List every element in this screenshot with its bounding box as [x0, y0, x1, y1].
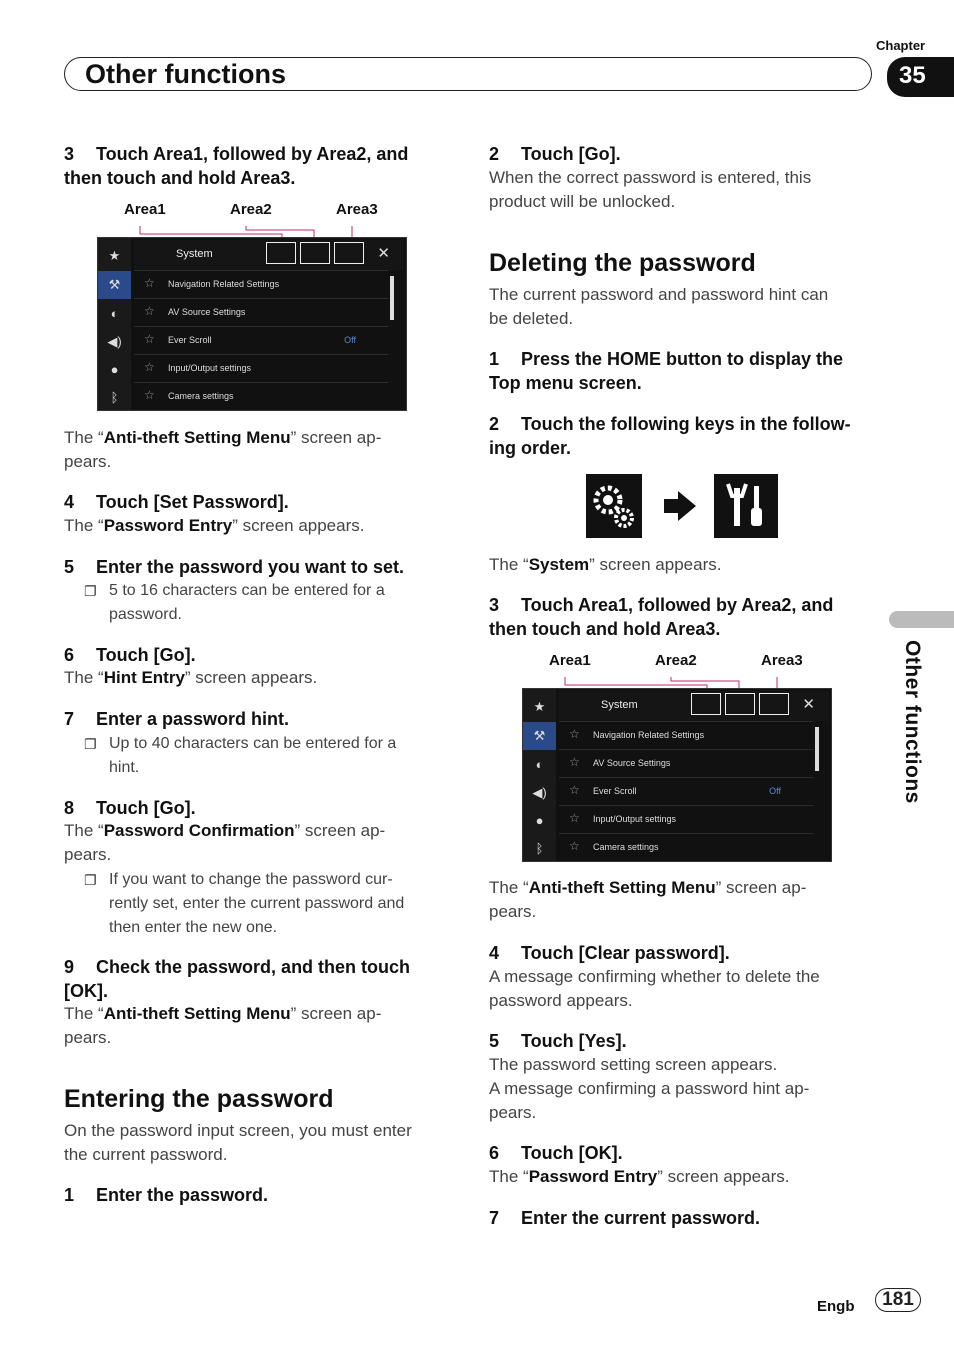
left-para-4	[64, 819, 454, 867]
checkbox-bullet-icon: ❐	[84, 736, 97, 752]
right-para-5	[489, 965, 884, 1013]
text: The “	[64, 668, 104, 687]
text: The “	[64, 1004, 104, 1023]
text: 5 to 16 characters can be entered for a	[109, 582, 385, 599]
area2-box	[300, 242, 330, 264]
screenshot-row	[134, 354, 388, 383]
step-text: Touch Area1, followed by Area2, and	[521, 595, 834, 615]
chapter-number: 35	[899, 62, 926, 89]
left-step-8	[64, 796, 196, 820]
text: The “	[64, 516, 104, 535]
star-outline-icon: ☆	[144, 332, 155, 346]
right-para-4	[489, 876, 879, 924]
star-outline-icon: ☆	[144, 276, 155, 290]
text: pears.	[64, 845, 112, 864]
step-text: Enter the current password.	[521, 1208, 761, 1228]
screen-name: Password Confirmation	[103, 821, 295, 840]
screenshot-scrollbar	[815, 727, 819, 771]
right-step-4	[489, 941, 730, 965]
left-step-7	[64, 707, 289, 731]
left-para-1	[64, 426, 454, 474]
text: A message confirming a password hint ap-	[489, 1079, 810, 1098]
left-note-8	[84, 868, 469, 940]
screenshot-row	[559, 833, 813, 862]
star-outline-icon: ☆	[569, 783, 580, 797]
side-tab-label: Other functions	[901, 640, 924, 804]
screenshot-row	[134, 326, 388, 355]
step-text: Enter the password.	[96, 1185, 269, 1205]
right-para-7	[489, 1165, 789, 1189]
text: The “	[489, 1167, 529, 1186]
area3-box	[759, 693, 789, 715]
left-step-4	[64, 490, 289, 514]
step-number: 2	[489, 144, 500, 164]
area3-label: Area3	[336, 201, 378, 218]
step-number: 4	[64, 492, 75, 512]
text: The “	[489, 878, 529, 897]
step-text: Touch [Set Password].	[96, 492, 289, 512]
screenshot-row	[134, 382, 388, 411]
text: If you want to change the password cur-	[109, 871, 393, 888]
right-step-7	[489, 1206, 760, 1230]
step-text: Check the password, and then touch	[96, 957, 411, 977]
step-number: 4	[489, 943, 500, 963]
arrow-right-icon	[664, 491, 696, 521]
step-text: Touch [Clear password].	[521, 943, 730, 963]
step-number: 6	[64, 645, 75, 665]
step-number: 5	[64, 557, 75, 577]
text: Up to 40 characters can be entered for a	[109, 735, 397, 752]
checkbox-bullet-icon: ❐	[84, 583, 97, 599]
left-step-9	[64, 955, 464, 1003]
area1-box	[691, 693, 721, 715]
right-step-2	[489, 142, 621, 166]
step-text: Touch [Go].	[521, 144, 621, 164]
speaker-icon: ◀)	[107, 334, 122, 349]
text: ” screen appears.	[657, 1167, 790, 1186]
area3-box	[334, 242, 364, 264]
screenshot-row	[134, 298, 388, 327]
text: password appears.	[489, 991, 633, 1010]
area2-label: Area2	[655, 652, 697, 669]
step-text-cont: [OK].	[64, 981, 108, 1001]
star-outline-icon: ☆	[144, 388, 155, 402]
step-text: Touch [OK].	[521, 1143, 623, 1163]
right-para-6	[489, 1053, 884, 1125]
right-para-2	[489, 283, 879, 331]
row-label: Navigation Related Settings	[168, 279, 280, 289]
tools-icon: ⚒	[523, 722, 556, 750]
screen-name: Password Entry	[528, 1167, 658, 1186]
text: On the password input screen, you must enter	[64, 1121, 412, 1140]
step-text: Enter a password hint.	[96, 709, 290, 729]
tools-icon: ⚒	[98, 271, 131, 299]
step-number: 7	[489, 1208, 500, 1228]
text: the current password.	[64, 1145, 228, 1164]
area1-label: Area1	[549, 652, 591, 669]
row-value: Off	[769, 786, 781, 796]
screenshot-sidebar	[98, 238, 131, 410]
right-step-6	[489, 1141, 623, 1165]
disc-icon: ●	[535, 813, 544, 828]
step-number: 3	[489, 595, 500, 615]
close-icon: ✕	[802, 696, 815, 713]
area2-label: Area2	[230, 201, 272, 218]
page-title: Other functions	[85, 59, 286, 89]
star-outline-icon: ☆	[144, 360, 155, 374]
left-step-6	[64, 643, 196, 667]
step-text-cont: then touch and hold Area3.	[489, 619, 721, 639]
step-text-cont: then touch and hold Area3.	[64, 168, 296, 188]
screen-name: Hint Entry	[103, 668, 185, 687]
page-title-bar	[64, 57, 872, 91]
star-outline-icon: ☆	[569, 839, 580, 853]
anti-theft-screenshot	[522, 688, 832, 862]
screenshot-title: System	[176, 248, 213, 260]
screenshot-topbar	[134, 240, 404, 270]
left-step-1	[64, 1183, 268, 1207]
star-outline-icon: ☆	[144, 304, 155, 318]
screenshot-scrollbar	[390, 276, 394, 320]
text: The “	[489, 555, 529, 574]
step-text: Touch [Go].	[96, 798, 196, 818]
left-para-6	[64, 1119, 464, 1167]
row-label: Navigation Related Settings	[593, 730, 705, 740]
side-tab-marker	[889, 611, 954, 628]
step-text: Touch Area1, followed by Area2, and	[96, 144, 409, 164]
text: ” screen appears.	[184, 668, 318, 687]
text: A message confirming whether to delete the	[489, 967, 820, 986]
screenshot-row	[134, 270, 388, 299]
left-para-2	[64, 514, 364, 538]
navigation-icon: ◐	[110, 306, 119, 321]
screenshot-sidebar	[523, 689, 556, 861]
area1-label: Area1	[124, 201, 166, 218]
bluetooth-icon: ᛒ	[535, 841, 544, 856]
step-text-cont: Top menu screen.	[489, 373, 642, 393]
right-step-1	[489, 347, 879, 395]
star-outline-icon: ☆	[569, 755, 580, 769]
right-step-2b	[489, 412, 884, 460]
star-icon: ★	[533, 699, 546, 714]
text: The “	[64, 428, 104, 447]
step-number: 7	[64, 709, 75, 729]
chapter-number-badge	[887, 57, 954, 97]
right-para-1	[489, 166, 879, 214]
right-step-5	[489, 1029, 627, 1053]
text: pears.	[64, 1028, 112, 1047]
text: pears.	[489, 1103, 537, 1122]
text: The “	[64, 821, 104, 840]
left-step-3	[64, 142, 464, 190]
step-number: 2	[489, 414, 500, 434]
row-label: Ever Scroll	[593, 786, 637, 796]
text: ” screen ap-	[290, 428, 382, 447]
navigation-icon: ◐	[535, 757, 544, 772]
text: The password setting screen appears.	[489, 1055, 778, 1074]
screen-name: Anti-theft Setting Menu	[103, 428, 291, 447]
chapter-label: Chapter	[876, 38, 926, 53]
left-step-5	[64, 555, 404, 579]
screenshot-row	[559, 777, 813, 806]
disc-icon: ●	[110, 362, 119, 377]
text: product will be unlocked.	[489, 192, 676, 211]
screen-name: System	[528, 555, 590, 574]
row-value: Off	[344, 335, 356, 345]
text: ” screen appears.	[232, 516, 365, 535]
step-text-cont: ing order.	[489, 438, 572, 458]
step-number: 9	[64, 957, 75, 977]
step-number: 1	[489, 349, 500, 369]
left-note-7	[84, 732, 469, 780]
step-number: 5	[489, 1031, 500, 1051]
star-icon: ★	[108, 248, 121, 263]
area3-label: Area3	[761, 652, 803, 669]
text: ” screen ap-	[294, 821, 386, 840]
row-label: AV Source Settings	[168, 307, 246, 317]
row-label: Ever Scroll	[168, 335, 212, 345]
text: ” screen ap-	[290, 1004, 382, 1023]
anti-theft-screenshot	[97, 237, 407, 411]
step-text: Enter the password you want to set.	[96, 557, 405, 577]
screen-name: Anti-theft Setting Menu	[103, 1004, 291, 1023]
text: be deleted.	[489, 309, 574, 328]
text: pears.	[64, 452, 112, 471]
tools-key-icon	[714, 474, 778, 538]
star-outline-icon: ☆	[569, 727, 580, 741]
screen-name: Anti-theft Setting Menu	[528, 878, 716, 897]
star-outline-icon: ☆	[569, 811, 580, 825]
screenshot-topbar	[559, 691, 829, 721]
area2-box	[725, 693, 755, 715]
bluetooth-icon: ᛒ	[110, 390, 119, 405]
settings-gears-icon	[586, 474, 642, 538]
text: ” screen ap-	[715, 878, 807, 897]
screen-name: Password Entry	[103, 516, 233, 535]
left-note-5	[84, 579, 469, 627]
step-text: Touch the following keys in the follow-	[521, 414, 851, 434]
close-icon: ✕	[377, 245, 390, 262]
step-number: 6	[489, 1143, 500, 1163]
text: rently set, enter the current password and	[109, 895, 405, 912]
screenshot-row	[559, 749, 813, 778]
row-label: Input/Output settings	[593, 814, 677, 824]
step-number: 1	[64, 1185, 75, 1205]
right-step-3	[489, 593, 884, 641]
screenshot-row	[559, 805, 813, 834]
text: then enter the new one.	[109, 919, 278, 936]
text: The current password and password hint can	[489, 285, 829, 304]
footer-language: Engb	[817, 1298, 855, 1315]
row-label: Camera settings	[593, 842, 659, 852]
speaker-icon: ◀)	[532, 785, 547, 800]
text: When the correct password is entered, this	[489, 168, 812, 187]
checkbox-bullet-icon: ❐	[84, 872, 97, 888]
right-para-3	[489, 553, 721, 577]
text: ” screen appears.	[589, 555, 722, 574]
page-number: 181	[875, 1288, 921, 1312]
screenshot-row	[559, 721, 813, 750]
step-text: Touch [Yes].	[521, 1031, 627, 1051]
left-para-5	[64, 1002, 454, 1050]
text: hint.	[109, 759, 140, 776]
row-label: Input/Output settings	[168, 363, 252, 373]
row-label: AV Source Settings	[593, 758, 671, 768]
left-para-3	[64, 666, 317, 690]
step-number: 3	[64, 144, 75, 164]
row-label: Camera settings	[168, 391, 234, 401]
step-text: Press the HOME button to display the	[521, 349, 844, 369]
heading-deleting-password: Deleting the password	[489, 249, 756, 277]
heading-entering-password: Entering the password	[64, 1085, 334, 1113]
area1-box	[266, 242, 296, 264]
step-number: 8	[64, 798, 75, 818]
screenshot-title: System	[601, 699, 638, 711]
step-text: Touch [Go].	[96, 645, 196, 665]
text: password.	[109, 606, 182, 623]
text: pears.	[489, 902, 537, 921]
